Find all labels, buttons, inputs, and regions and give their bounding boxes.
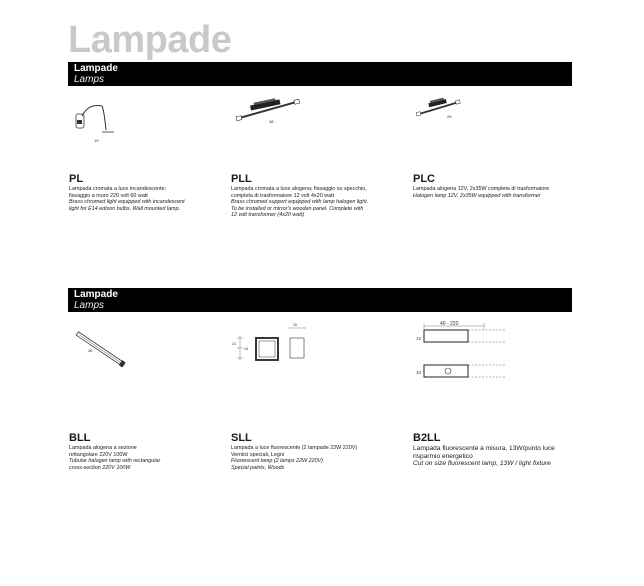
section-header-1 <box>68 62 572 86</box>
product-desc-en: To be installed or mirror's wooden panel. Complete with <box>231 205 364 212</box>
section-subtitle: Lamps <box>74 300 105 311</box>
product-pl <box>69 173 239 212</box>
product-b2ll <box>413 432 583 468</box>
product-desc-en: Special paints, Woods <box>231 464 285 471</box>
product-desc-it: Lampada alogena a sezione <box>69 445 137 451</box>
dimension-label: 40 - 220 <box>440 321 459 327</box>
product-desc-it: completa di trasformatore 12 volt 4x20 watt <box>231 192 335 199</box>
dimension-label: 19 <box>94 138 99 143</box>
section-title: Lampade <box>74 63 118 74</box>
product-desc-en: Fluorescent lamp (2 lamps 22W 220V) <box>231 458 323 465</box>
product-code: B2LL <box>413 432 441 444</box>
section-header-2 <box>68 288 572 312</box>
product-desc-it: Verniici speciali, Legni <box>231 451 285 458</box>
product-plc <box>413 173 583 199</box>
product-desc-en: Brass chromed support equipped with lamp halogen light. <box>231 199 369 206</box>
section-subtitle: Lamps <box>74 74 105 85</box>
dimension-label: 46 <box>88 348 93 353</box>
product-sll <box>231 432 401 471</box>
sll-drawing <box>230 320 310 364</box>
dimension-label: 12 <box>416 336 422 341</box>
product-desc-it: Lampada cromata a luce incandescente; <box>69 186 167 192</box>
dimension-label: 15 <box>293 323 297 327</box>
product-desc-en: cross-section 220V 100W <box>69 464 131 471</box>
product-desc-it: Lampada cromata a luce alogena; fissaggio su specchio, <box>231 186 367 192</box>
pl-drawing <box>72 100 122 150</box>
product-desc-en: Cut on size fluorescent lamp, 13W / light fixture <box>413 460 551 468</box>
product-pll <box>231 173 401 219</box>
page-title: Lampade <box>68 19 232 61</box>
dimension-label: 38 <box>269 119 274 124</box>
product-desc-it: Lampada a luce fluorescente (2 lampade 22W 220V) <box>231 445 358 451</box>
product-code: PLL <box>231 173 252 185</box>
product-bll <box>69 432 239 471</box>
dimension-label: 26 <box>447 114 452 119</box>
dimension-label: 10 <box>416 370 422 375</box>
product-desc-it: fissaggio a muro 220 volt 60 watt <box>69 192 148 199</box>
product-desc-en: Halogen lamp 12V. 2x35W equipped with transformer <box>413 192 541 199</box>
product-code: PLC <box>413 173 435 185</box>
product-desc-it: Lampada alogena 12V. 2x35W completa di trasformatore <box>413 186 550 192</box>
product-desc-it: Lampada fluorescente a misura, 13W/punto luce <box>413 445 555 452</box>
product-desc-en: Brass chromed light equipped with incandescent <box>69 199 185 206</box>
section-title: Lampade <box>74 289 118 300</box>
plc-drawing <box>414 96 464 122</box>
product-desc-en: Tubular halogen lamp with rectangular <box>69 458 161 465</box>
product-desc-it: rettangolare 220V 100W <box>69 451 128 458</box>
bll-drawing <box>70 322 130 378</box>
dimension-label: 18 <box>244 347 248 351</box>
dimension-label: 24 <box>232 342 236 346</box>
pll-drawing <box>232 96 304 130</box>
product-code: SLL <box>231 432 252 444</box>
product-desc-en: 12 volt transformer (4x20 watt) <box>231 212 305 219</box>
product-desc-it: risparmio energetico <box>413 452 473 460</box>
product-code: PL <box>69 173 84 185</box>
product-code: BLL <box>69 432 91 444</box>
b2ll-drawing <box>414 318 514 380</box>
product-desc-en: light for E14 edison bulbs. Wall mounted lamp. <box>69 205 181 212</box>
